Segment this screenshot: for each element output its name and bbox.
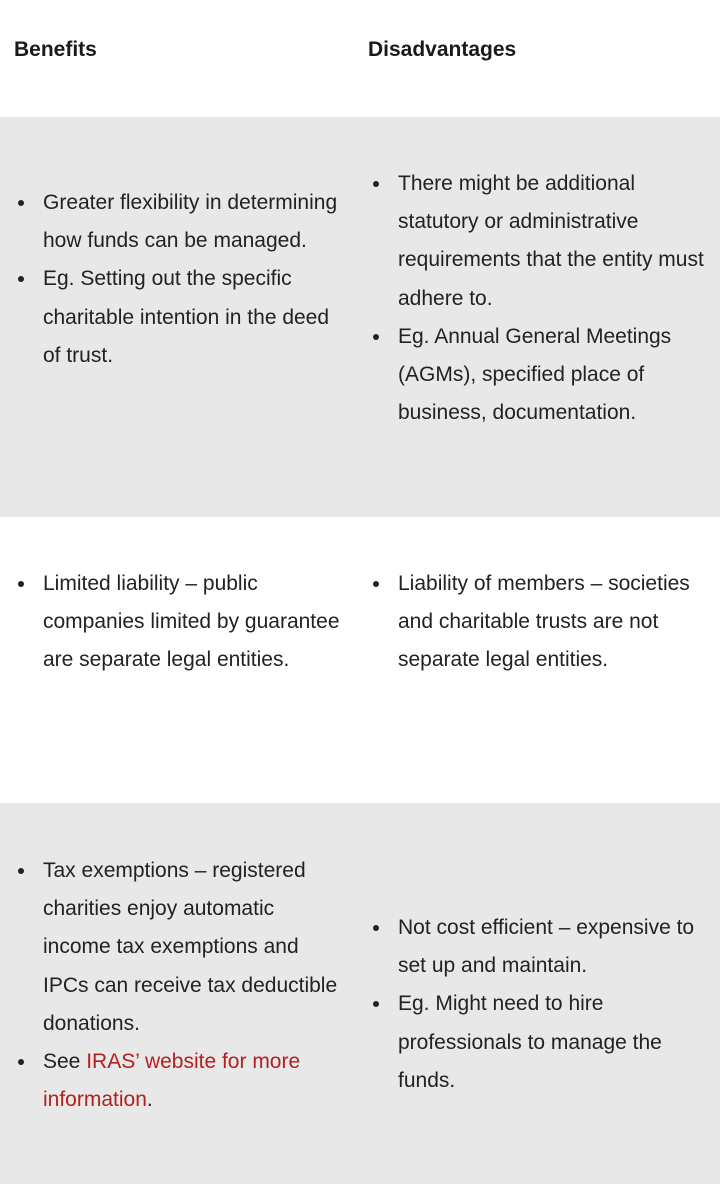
table-row-flexibility <box>0 117 720 517</box>
table-row-liability <box>0 517 720 803</box>
list-item: Tax exemptions – registered charities enjoy automatic income tax exemptions and IPCs can receive tax deductible donations. <box>14 852 344 1043</box>
list-item-iras <box>14 1043 344 1119</box>
benefits-cell <box>14 852 344 1119</box>
list-item: Eg. Annual General Meetings (AGMs), specified place of business, documentation. <box>369 318 714 433</box>
list-item: Not cost efficient – expensive to set up and maintain. <box>369 909 714 985</box>
disadvantages-list <box>369 165 714 432</box>
list-item: Greater flexibility in determining how funds can be managed. <box>14 184 344 260</box>
iras-website-link[interactable]: IRAS’ website for more information <box>43 1050 301 1112</box>
list-item: There might be additional statutory or administrative requirements that the entity must adhere to. <box>369 165 714 318</box>
benefits-cell <box>14 565 344 680</box>
disadvantages-list <box>369 565 714 680</box>
disadvantages-cell <box>369 165 714 432</box>
benefits-cell <box>14 184 344 375</box>
table-row-tax <box>0 803 720 1184</box>
list-item: Eg. Might need to hire professionals to manage the funds. <box>369 985 714 1100</box>
disadvantages-list <box>369 909 714 1100</box>
disadvantages-cell <box>369 565 714 680</box>
benefits-list <box>14 565 344 680</box>
benefits-list <box>14 852 344 1119</box>
link-prefix: See <box>43 1050 87 1074</box>
benefits-list <box>14 184 344 375</box>
link-suffix: . <box>146 1088 153 1112</box>
disadvantages-column-header: Disadvantages <box>368 38 517 61</box>
list-item: Eg. Setting out the specific charitable intention in the deed of trust. <box>14 260 344 375</box>
benefits-column-header: Benefits <box>14 38 97 61</box>
table-header <box>0 0 720 117</box>
disadvantages-cell <box>369 909 714 1100</box>
list-item: Limited liability – public companies limited by guarantee are separate legal entities. <box>14 565 344 680</box>
list-item: Liability of members – societies and charitable trusts are not separate legal entities. <box>369 565 714 680</box>
